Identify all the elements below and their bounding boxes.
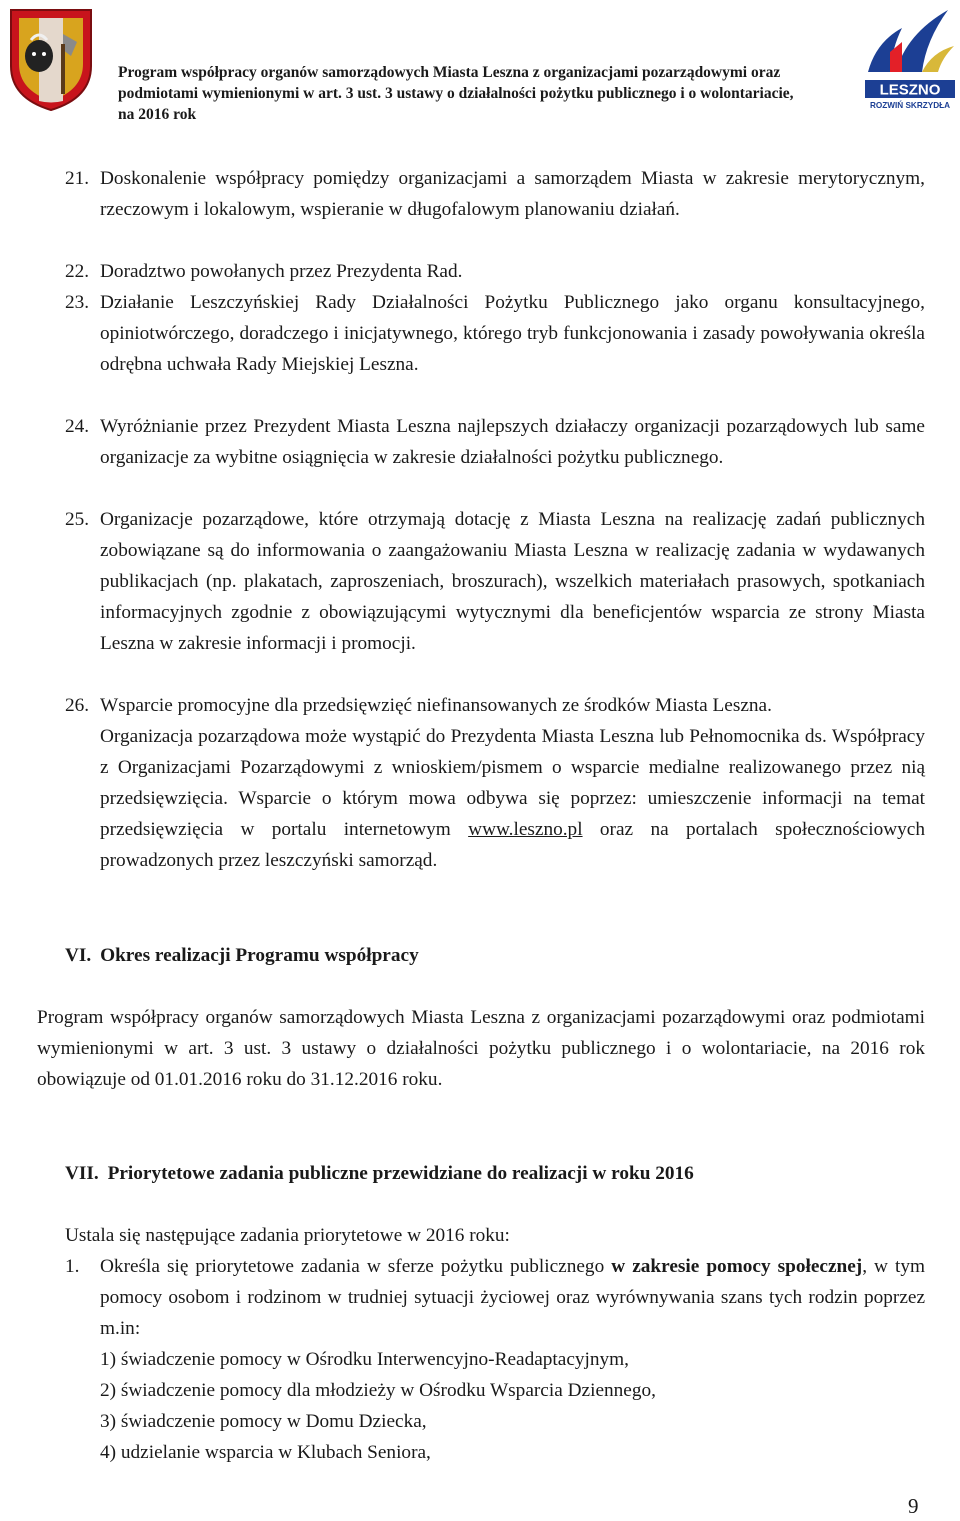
list-item-text: Działanie Leszczyńskiej Rady Działalności Pożytku Publicznego jako organu konsultacyjnego, opiniotwórczego, doradczego i inicjatywnego, którego tryb funkcjonowania i zasady powoływania określa odrębna uchwała Rady Miejskiej Leszna. xyxy=(100,292,925,375)
list-item-number: 21. xyxy=(65,168,90,189)
list-item-text: Doskonalenie współpracy pomiędzy organizacjami a samorządem Miasta w zakresie merytorycznym, rzeczowym i lokalowym, wspieranie w długofalowym planowaniu działań. xyxy=(100,168,925,220)
list-item xyxy=(65,163,925,225)
sub-list-item: 3) świadczenie pomocy w Domu Dziecka, xyxy=(100,1411,427,1432)
list-item-text-end: oraz na portalach społecznościowych prowadzonych przez leszczyński samorząd. xyxy=(100,819,925,871)
section-intro: Ustala się następujące zadania priorytetowe w 2016 roku: xyxy=(65,1225,510,1246)
list-item-number: 24. xyxy=(65,416,90,437)
sub-list-item: 4) udzielanie wsparcia w Klubach Seniora, xyxy=(100,1442,431,1463)
section-heading xyxy=(65,1158,694,1189)
header-line-3: na 2016 rok xyxy=(118,106,197,123)
section-paragraph: Program współpracy organów samorządowych Miasta Leszna z organizacjami pozarządowymi oraz podmiotami wymienionymi w art. 3 ust. 3 ustawy o działalności pożytku publicznego i o wolontariacie, na 2016 rok obowiązuje od 01.01.2016 roku do 31.12.2016 roku. xyxy=(37,1007,925,1090)
list-item xyxy=(65,411,925,473)
page-header xyxy=(0,0,960,125)
list-item xyxy=(65,256,925,287)
section-heading xyxy=(65,940,419,971)
leszno-crest-icon xyxy=(5,4,97,114)
leszno-website-link[interactable]: www.leszno.pl xyxy=(468,819,583,840)
page-number: 9 xyxy=(908,1494,919,1518)
list-item xyxy=(65,1251,925,1344)
list-item-number: 1. xyxy=(65,1256,80,1277)
sub-list-item: 1) świadczenie pomocy w Ośrodku Interwencyjno-Readaptacyjnym, xyxy=(100,1349,629,1370)
list-item xyxy=(65,504,925,659)
list-item-bold-text: w zakresie pomocy społecznej xyxy=(611,1256,863,1277)
list-item xyxy=(65,690,925,876)
header-line-1: Program współpracy organów samorządowych Miasta Leszna z organizacjami pozarządowymi oraz xyxy=(118,64,781,81)
header-line-2: podmiotami wymienionymi w art. 3 ust. 3 ustawy o działalności pożytku publicznego i o wolontariacie, xyxy=(118,85,794,102)
list-item-text: Wyróżnianie przez Prezydent Miasta Leszna najlepszych działaczy organizacji pozarządowych lub same organizacje za wybitne osiągnięcia w zakresie działalności pożytku publicznego. xyxy=(100,416,925,468)
section-title: Okres realizacji Programu współpracy xyxy=(100,945,419,966)
logo-slogan: ROZWIŃ SKRZYDŁA xyxy=(869,101,951,110)
list-item-number: 22. xyxy=(65,261,90,282)
section-number: VI. xyxy=(65,945,92,966)
leszno-logo-icon xyxy=(862,4,958,112)
list-item-text: Doradztwo powołanych przez Prezydenta Rad. xyxy=(100,261,463,282)
list-item-number: 26. xyxy=(65,695,90,716)
list-item xyxy=(65,287,925,380)
list-item-text: Określa się priorytetowe zadania w sferze pożytku publicznego xyxy=(100,1256,612,1277)
list-item-text: Organizacja pozarządowa może wystąpić do Prezydenta Miasta Leszna lub Pełnomocnika ds. Współpracy z Organizacjami Pozarządowymi z wnioskiem/pismem o wsparcie medialne realizowanego przez nią przedsięwzięcia. Wsparcie o którym mowa odbywa się poprzez: umieszczenie informacji na temat przedsięwzięcia w portalu internetowym xyxy=(100,726,925,840)
list-item-text-end: , w tym pomocy osobom i rodzinom w trudniej sytuacji życiowej oraz wyrównywania szans tych rodzin poprzez m.in: xyxy=(100,1256,926,1339)
list-item-text: Organizacje pozarządowe, które otrzymają dotację z Miasta Leszna na realizację zadań publicznych zobowiązane są do informowania o zaangażowaniu Miasta Leszna w realizację zadania w wydawanych publikacjach (np. plakatach, zaproszeniach, broszurach), wszelkich materiałach prasowych, spotkaniach informacyjnych zgodnie z obowiązującymi wytycznymi dla beneficjentów wsparcia ze strony Miasta Leszna w zakresie informacji i promocji. xyxy=(100,509,925,654)
list-item-first-line: Wsparcie promocyjne dla przedsięwzięć niefinansowanych ze środków Miasta Leszna. xyxy=(100,695,772,716)
list-item-number: 25. xyxy=(65,509,90,530)
section-number: VII. xyxy=(65,1163,99,1184)
header-title xyxy=(118,62,858,125)
logo-text: LESZNO xyxy=(879,81,941,99)
sub-list-item: 2) świadczenie pomocy dla młodzieży w Ośrodku Wsparcia Dziennego, xyxy=(100,1380,656,1401)
section-title: Priorytetowe zadania publiczne przewidziane do realizacji w roku 2016 xyxy=(107,1163,694,1184)
list-item-number: 23. xyxy=(65,292,90,313)
